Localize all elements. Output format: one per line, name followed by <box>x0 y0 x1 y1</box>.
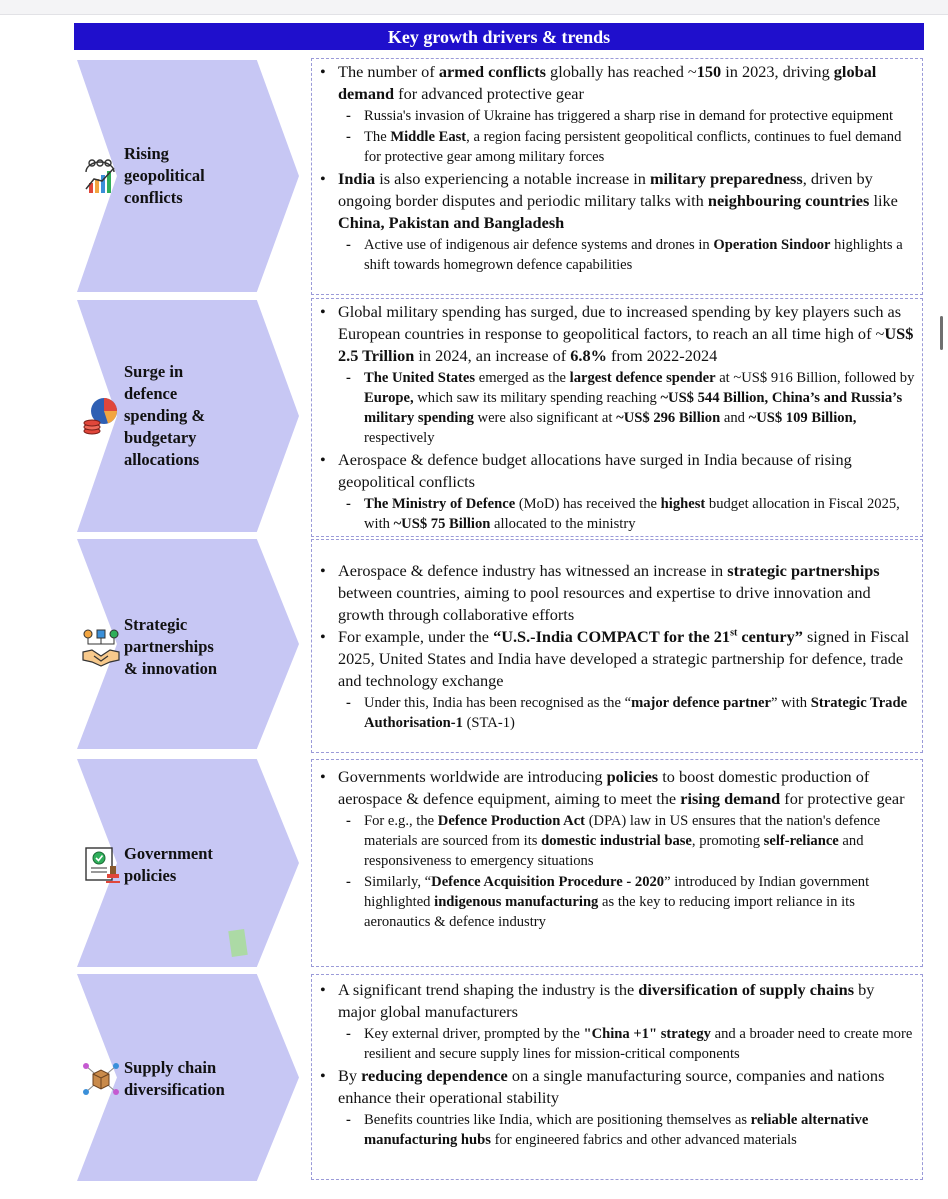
label-line: Rising <box>124 144 169 163</box>
sub-bullet-point: - The United States emerged as the largest defence spender at ~US$ 916 Billion, followed by Europe, which saw its military spending reaching ~US$ 544 Billion, China’s and Russia’s military spending were also significant at ~US$ 296 Billion and ~US$ 109 Billion, respectively <box>316 368 916 448</box>
header-title: Key growth drivers & trends <box>387 27 611 47</box>
bullet-point: • Global military spending has surged, due to increased spending by key players such as European countries in response to geopolitical factors, to reach an all time high of ~US$ 2.5 Trillion in 2024, an increase of 6.8% from 2022-2024 <box>316 301 916 367</box>
sub-bullet-point: - For e.g., the Defence Production Act (DPA) law in US ensures that the nation's defence materials are sourced from its domestic industrial base, promoting self-reliance and responsiveness to emergency situations <box>316 811 916 871</box>
handshake-partnership-icon <box>80 626 122 668</box>
label-line: budgetary <box>124 428 197 447</box>
scrollbar-thumb[interactable] <box>940 316 943 350</box>
green-highlight-mark <box>228 929 247 957</box>
label-line: Strategic <box>124 615 188 634</box>
bullet-point: • For example, under the “U.S.-India COMPACT for the 21st century” signed in Fiscal 2025, United States and India have developed a strategic partnership for defence, trade and technology exchange <box>316 626 916 692</box>
label-line: conflicts <box>124 188 183 207</box>
label-line: Government <box>124 844 213 863</box>
sub-bullet-point: - The Ministry of Defence (MoD) has received the highest budget allocation in Fiscal 2025, with ~US$ 75 Billion allocated to the ministry <box>316 494 916 534</box>
budget-pie-coins-icon <box>80 395 122 437</box>
label-line: Supply chain <box>124 1058 217 1077</box>
label-line: policies <box>124 866 177 885</box>
growth-chart-people-icon <box>80 155 122 197</box>
detail-box-strategic-partnerships <box>311 539 923 753</box>
sub-bullet-point: - The Middle East, a region facing persistent geopolitical conflicts, continues to fuel demand for protective gear among military forces <box>316 127 916 167</box>
browser-top-bar <box>0 0 948 14</box>
label-line: defence <box>124 384 178 403</box>
sub-bullet-point: - Under this, India has been recognised as the “major defence partner” with Strategic Trade Authorisation-1 (STA-1) <box>316 693 916 733</box>
label-line: diversification <box>124 1080 225 1099</box>
driver-label-defence-spending <box>80 361 205 471</box>
bullet-point: • Aerospace & defence budget allocations have surged in India because of rising geopolitical conflicts <box>316 449 916 493</box>
label-line: geopolitical <box>124 166 205 185</box>
sub-bullet-point: - Similarly, “Defence Acquisition Procedure - 2020” introduced by Indian government highlighted indigenous manufacturing as the key to reducing import reliance in its aeronautics & defence industry <box>316 872 916 932</box>
driver-label-supply-chain <box>80 1057 225 1101</box>
bullet-point: • A significant trend shaping the industry is the diversification of supply chains by major global manufacturers <box>316 979 916 1023</box>
certificate-stamp-icon <box>80 844 122 886</box>
detail-box-supply-chain <box>311 974 923 1180</box>
bullet-point: • India is also experiencing a notable increase in military preparedness, driven by ongoing border disputes and periodic military talks with neighbouring countries like China, Pakistan and Bangladesh <box>316 168 916 234</box>
section-header <box>74 23 924 50</box>
top-bar-divider <box>0 14 948 15</box>
detail-box-defence-spending <box>311 298 923 537</box>
bullet-point: • Governments worldwide are introducing policies to boost domestic production of aerospace & defence equipment, aiming to meet the rising demand for protective gear <box>316 766 916 810</box>
sub-bullet-point: - Active use of indigenous air defence systems and drones in Operation Sindoor highlights a shift towards homegrown defence capabilities <box>316 235 916 275</box>
sub-bullet-point: - Benefits countries like India, which are positioning themselves as reliable alternative manufacturing hubs for engineered fabrics and other advanced materials <box>316 1110 916 1150</box>
label-line: Surge in <box>124 362 184 381</box>
label-line: allocations <box>124 450 200 469</box>
supply-network-box-icon <box>80 1058 122 1100</box>
bullet-point: • The number of armed conflicts globally has reached ~150 in 2023, driving global demand for advanced protective gear <box>316 61 916 105</box>
sub-bullet-point: - Key external driver, prompted by the "China +1" strategy and a broader need to create more resilient and secure supply lines for mission-critical components <box>316 1024 916 1064</box>
driver-label-government-policies <box>80 843 213 887</box>
label-line: & innovation <box>124 659 218 678</box>
driver-label-strategic-partnerships <box>80 614 217 680</box>
detail-box-government-policies <box>311 759 923 967</box>
sub-bullet-point: - Russia's invasion of Ukraine has triggered a sharp rise in demand for protective equipment <box>316 106 916 126</box>
label-line: spending & <box>124 406 206 425</box>
label-line: partnerships <box>124 637 214 656</box>
detail-box-rising-conflicts <box>311 58 923 295</box>
bullet-point: • Aerospace & defence industry has witnessed an increase in strategic partnerships between countries, aiming to pool resources and expertise to drive innovation and growth through collaborative efforts <box>316 560 916 626</box>
bullet-point: • By reducing dependence on a single manufacturing source, companies and nations enhance their operational stability <box>316 1065 916 1109</box>
driver-label-rising-conflicts <box>80 143 205 209</box>
